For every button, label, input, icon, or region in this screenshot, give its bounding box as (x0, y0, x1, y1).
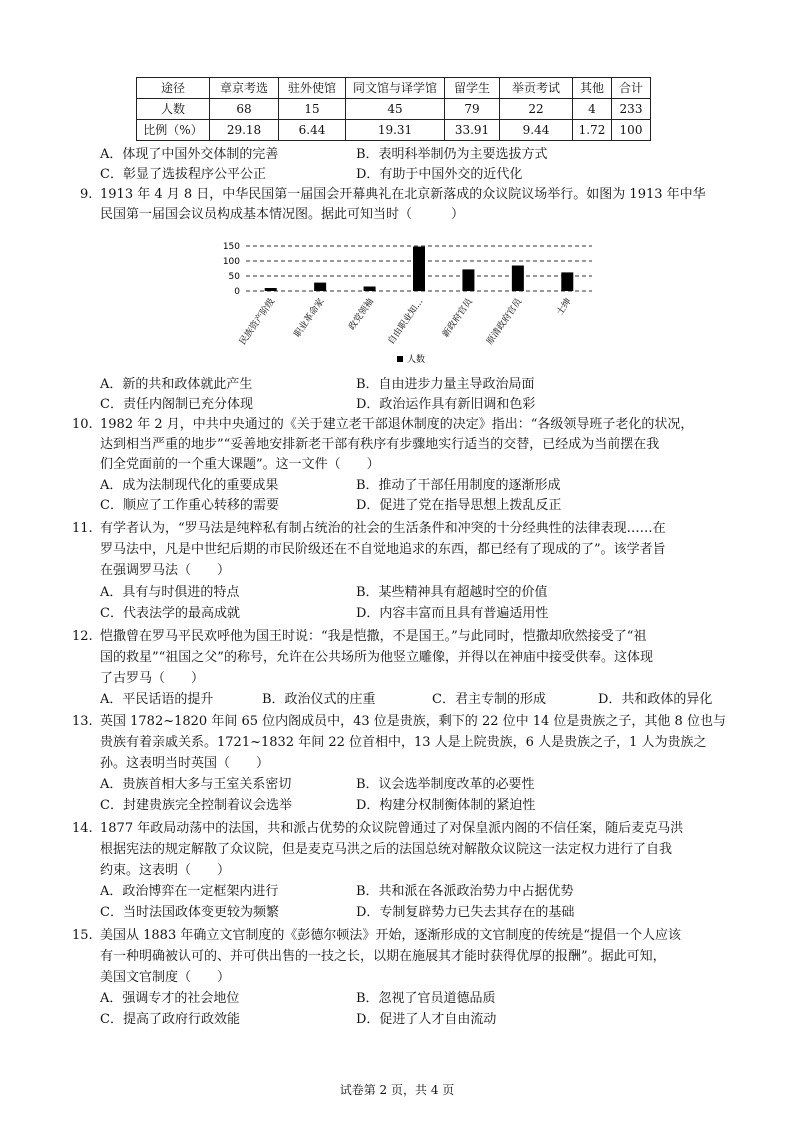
table-cell: 4 (573, 99, 612, 120)
recruitment-table (136, 77, 651, 141)
q9-option-a: A．新的共和政体就此产生 (100, 377, 253, 392)
q12-option-d: D．共和政体的异化 (598, 692, 713, 707)
q10-option-c: C．顺应了工作重心转移的需要 (100, 498, 279, 513)
q9-option-d: D．政治运作具有新旧调和色彩 (356, 397, 536, 412)
x-tick-label: 原清政府官员 (485, 296, 525, 347)
table-cell: 19.31 (346, 120, 445, 141)
q10-option-a: A．成为法制现代化的重要成果 (100, 478, 279, 493)
table-row (137, 120, 651, 141)
table-cell: 79 (445, 99, 500, 120)
table-header-cell: 途径 (137, 78, 210, 99)
q14-option-d: D．专制复辟势力已失去其存在的基础 (356, 905, 575, 920)
q13-option-b: B．议会选举制度改革的必要性 (356, 777, 535, 792)
q13-option-a: A．贵族首相大多与王室关系密切 (100, 777, 292, 792)
q8-option-a: A．体现了中国外交体制的完善 (100, 147, 279, 162)
q11-stem: 罗马法中，凡是中世纪后期的市民阶级还在不自觉地追求的东西，都已经有了现成的了”。该学者旨 (100, 542, 666, 557)
q15-stem: 有一种明确被认可的、并可供出售的一技之长，以期在施展其才能时获得优厚的报酬”。据此可知， (100, 949, 666, 964)
q13-stem: 孙。这表明当时英国（ ） (100, 756, 270, 771)
table-cell: 人数 (137, 99, 210, 120)
y-tick-label: 150 (222, 242, 240, 252)
table-cell: 1.72 (573, 120, 612, 141)
q13-number: 13. (72, 714, 93, 729)
q9-number: 9. (80, 187, 93, 202)
q8-option-d: D．有助于中国外交的近代化 (356, 167, 523, 182)
q8-option-b: B．表明科举制仍为主要选拔方式 (356, 147, 548, 162)
bar (462, 269, 474, 291)
q15-number: 15. (72, 928, 93, 943)
table-header-cell: 章京考选 (210, 78, 279, 99)
q11-option-c: C．代表法学的最高成就 (100, 606, 240, 621)
q10-number: 10. (72, 417, 93, 432)
table-header-cell: 驻外使馆 (279, 78, 346, 99)
table-header-cell: 其他 (573, 78, 612, 99)
q10-option-d: D．促进了党在指导思想上拨乱反正 (356, 498, 562, 513)
q13-stem: 贵族有着亲戚关系。1721~1832 年间 22 位首相中，13 人是上院贵族，6 人是贵族之子，1 人为贵族之 (100, 735, 707, 750)
q11-number: 11. (72, 521, 93, 536)
q12-option-c: C．君主专制的形成 (432, 692, 546, 707)
q15-option-d: D．促进了人才自由流动 (356, 1012, 497, 1027)
q11-option-b: B．某些精神具有超越时空的价值 (356, 585, 548, 600)
table-cell: 45 (346, 99, 445, 120)
q14-option-a: A．政治博弈在一定框架内进行 (100, 884, 279, 899)
table-cell: 6.44 (279, 120, 346, 141)
table-cell: 比例（%） (137, 120, 210, 141)
q12-stem: 了古罗马（ ） (100, 671, 205, 686)
q9-stem: 1913 年 4 月 8 日，中华民国第一届国会开幕典礼在北京新落成的众议院议场举行。如图为 1913 年中华 (100, 187, 706, 202)
x-tick-label: 新政府官员 (440, 296, 475, 340)
q15-stem: 美国从 1883 年确立文官制度的《彭德尔顿法》开始，逐渐形成的文官制度的传统是“提倡一个人应该 (100, 928, 681, 943)
table-header-cell: 合计 (612, 78, 651, 99)
bar (265, 288, 277, 291)
bar (364, 287, 376, 292)
q15-option-b: B．忽视了官员道德品质 (356, 991, 496, 1006)
q13-stem: 英国 1782~1820 年间 65 位内阁成员中，43 位是贵族，剩下的 22 位中 14 位是贵族之子，其他 8 位也与 (100, 714, 726, 729)
bar (512, 266, 524, 292)
legend-label: 人数 (407, 355, 426, 365)
q9-option-c: C．责任内阁制已充分体现 (100, 397, 253, 412)
q10-stem: 1982 年 2 月，中共中央通过的《关于建立老干部退休制度的决定》指出：“各级领导班子老化的状况， (100, 417, 694, 432)
q12-option-a: A．平民话语的提升 (100, 692, 214, 707)
table-cell: 29.18 (210, 120, 279, 141)
q14-stem: 根据宪法的规定解散了众议院，但是麦克马洪之后的法国总统对解散众议院这一法定权力进行了自我 (100, 842, 673, 857)
q10-stem: 达到相当严重的地步”“妥善地安排新老干部有秩序有步骤地实行适当的交替，已经成为当前摆在我 (100, 437, 660, 452)
x-tick-label: 民族资产阶级 (237, 296, 278, 347)
q12-number: 12. (72, 629, 93, 644)
table-header-cell: 举贡考试 (500, 78, 573, 99)
table-row (137, 99, 651, 120)
q11-option-d: D．内容丰富而且具有普遍适用性 (356, 606, 549, 621)
q15-stem: 美国文官制度（ ） (100, 970, 231, 985)
table-cell: 68 (210, 99, 279, 120)
table-cell: 100 (612, 120, 651, 141)
q14-stem: 1877 年政局动荡中的法国，共和派占优势的众议院曾通过了对保皇派内阁的不信任案，随后麦克马洪 (100, 821, 684, 836)
table-header-cell: 留学生 (445, 78, 500, 99)
table-cell: 15 (279, 99, 346, 120)
q11-option-a: A．具有与时俱进的特点 (100, 585, 240, 600)
table-header-cell: 同文馆与译学馆 (346, 78, 445, 99)
table-cell: 22 (500, 99, 573, 120)
bar (413, 247, 425, 291)
table-cell: 9.44 (500, 120, 573, 141)
q12-stem: 恺撒曾在罗马平民欢呼他为国王时说：“我是恺撒，不是国王。”与此同时，恺撒却欣然接受了“祖 (100, 629, 647, 644)
q11-stem: 在强调罗马法（ ） (100, 563, 231, 578)
y-tick-label: 50 (228, 272, 240, 282)
q9-option-b: B．自由进步力量主导政治局面 (356, 377, 535, 392)
x-tick-label: 政党领袖 (347, 296, 377, 333)
legend-marker (397, 356, 403, 362)
table-cell: 233 (612, 99, 651, 120)
q14-number: 14. (72, 821, 93, 836)
q10-option-b: B．推动了干部任用制度的逐渐形成 (356, 478, 561, 493)
bar (314, 283, 326, 291)
q11-stem: 有学者认为，“罗马法是纯粹私有制占统治的社会的生活条件和冲突的十分经典性的法律表现……在 (100, 521, 666, 536)
q14-option-c: C．当时法国政体变更较为频繁 (100, 905, 279, 920)
x-tick-label: 自由职业知... (386, 296, 426, 347)
q10-stem: 们全党面前的一个重大课题”。这一文件（ ） (100, 457, 380, 472)
y-tick-label: 0 (234, 287, 240, 297)
bar-chart (200, 236, 600, 376)
y-tick-label: 100 (222, 257, 240, 267)
table-cell: 33.91 (445, 120, 500, 141)
q13-option-c: C．封建贵族完全控制着议会选举 (100, 798, 292, 813)
q13-option-d: D．构建分权制衡体制的紧迫性 (356, 798, 536, 813)
q14-option-b: B．共和派在各派政治势力中占据优势 (356, 884, 574, 899)
page-footer: 试卷第 2 页，共 4 页 (339, 1083, 455, 1097)
q14-stem: 约束。这表明（ ） (100, 863, 231, 878)
x-tick-label: 职业革命家 (292, 296, 327, 340)
x-tick-label: 士绅 (555, 296, 574, 318)
q12-stem: 国的救星”“祖国之父”的称号，允许在公共场所为他竖立雕像，并得以在神庙中接受供奉。这体现 (100, 650, 653, 665)
bar (561, 272, 573, 291)
table-header-row (137, 78, 651, 99)
q15-option-c: C．提高了政府行政效能 (100, 1012, 240, 1027)
q8-option-c: C．彰显了选拔程序公平公正 (100, 167, 266, 182)
q9-stem: 民国第一届国会议员构成基本情况图。据此可知当时（ ） (100, 207, 465, 222)
q15-option-a: A．强调专才的社会地位 (100, 991, 240, 1006)
q12-option-b: B．政治仪式的庄重 (262, 692, 376, 707)
